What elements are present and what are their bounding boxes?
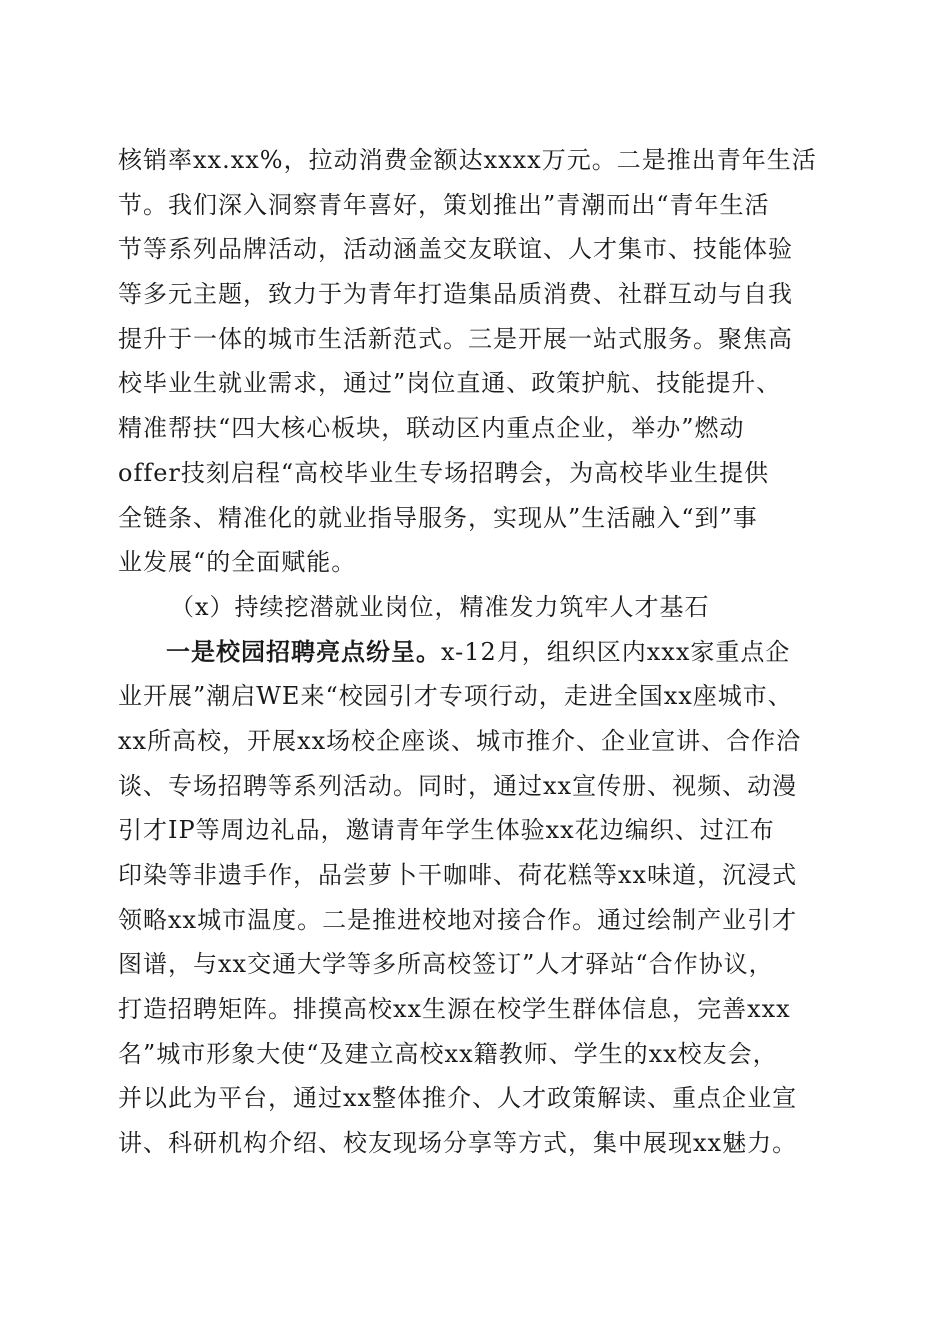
paragraph2-line: 引才IP等周边礼品，邀请青年学生体验xx花边编织、过江布 — [118, 816, 775, 845]
paragraph2-line: 打造招聘矩阵。排摸高校xx生源在校学生群体信息，完善xxx — [118, 995, 791, 1024]
paragraph1-line: 全链条、精准化的就业指导服务，实现从”生活融入“到”事 — [118, 503, 758, 532]
paragraph1-line: 业发展“的全面赋能。 — [118, 548, 357, 577]
paragraph2-line: 印染等非遗手作，品尝萝卜干咖啡、荷花糕等xx味道，沉浸式 — [118, 861, 798, 889]
paragraph2-first-line — [118, 630, 838, 675]
paragraph1-line: 节。我们深入洞察青年喜好，策划推出”青潮而出“青年生活 — [118, 190, 770, 219]
paragraph1-line: 精准帮扶“四大核心板块，联动区内重点企业，举办”燃动 — [118, 414, 745, 443]
paragraph1-line: 等多元主题，致力于为青年打造集品质消费、社群互动与自我 — [118, 280, 793, 309]
paragraph2-line: xx所高校，开展xx场校企座谈、城市推介、企业宣讲、合作洽 — [118, 726, 802, 755]
document-body — [118, 138, 838, 1166]
paragraph2-lead: 一是校园招聘亮点纷呈。 — [166, 636, 441, 666]
paragraph2-line: 领略xx城市温度。二是推进校地对接合作。通过绘制产业引才 — [118, 905, 798, 934]
paragraph1-line: 节等系列品牌活动，活动涵盖交友联谊、人才集市、技能体验 — [118, 235, 793, 264]
paragraph2-line: 名”城市形象大使“及建立高校xx籍教师、学生的xx校友会， — [118, 1039, 778, 1068]
paragraph2-line: 业开展”潮启WE来“校园引才专项行动，走进全国xx座城市、 — [118, 682, 793, 711]
paragraph2-line: 讲、科研机构介绍、校友现场分享等方式，集中展现xx魅力。 — [118, 1129, 798, 1158]
paragraph2-first-line-rest: x-12月，组织区内xxx家重点企 — [441, 637, 791, 666]
paragraph1-line: 核销率xx.xx%，拉动消费金额达xxxx万元。二是推出青年生活 — [118, 146, 817, 174]
paragraph1-line: offer技刻启程“高校毕业生专场招聘会，为高校毕业生提供 — [118, 458, 770, 487]
paragraph1-line: 提升于一体的城市生活新范式。三是开展一站式服务。聚焦高 — [118, 324, 793, 353]
paragraph2-line: 并以此为平台，通过xx整体推介、人才政策解读、重点企业宣 — [118, 1084, 798, 1113]
paragraph2-line: 图谱，与xx交通大学等多所高校签订”人才驿站“合作协议， — [118, 950, 774, 979]
paragraph1-line: 校毕业生就业需求，通过”岗位直通、政策护航、技能提升、 — [118, 369, 782, 398]
section-heading: （x）持续挖潜就业岗位，精准发力筑牢人才基石 — [170, 592, 710, 621]
paragraph2-line: 谈、专场招聘等系列活动。同时，通过xx宣传册、视频、动漫 — [118, 771, 798, 800]
